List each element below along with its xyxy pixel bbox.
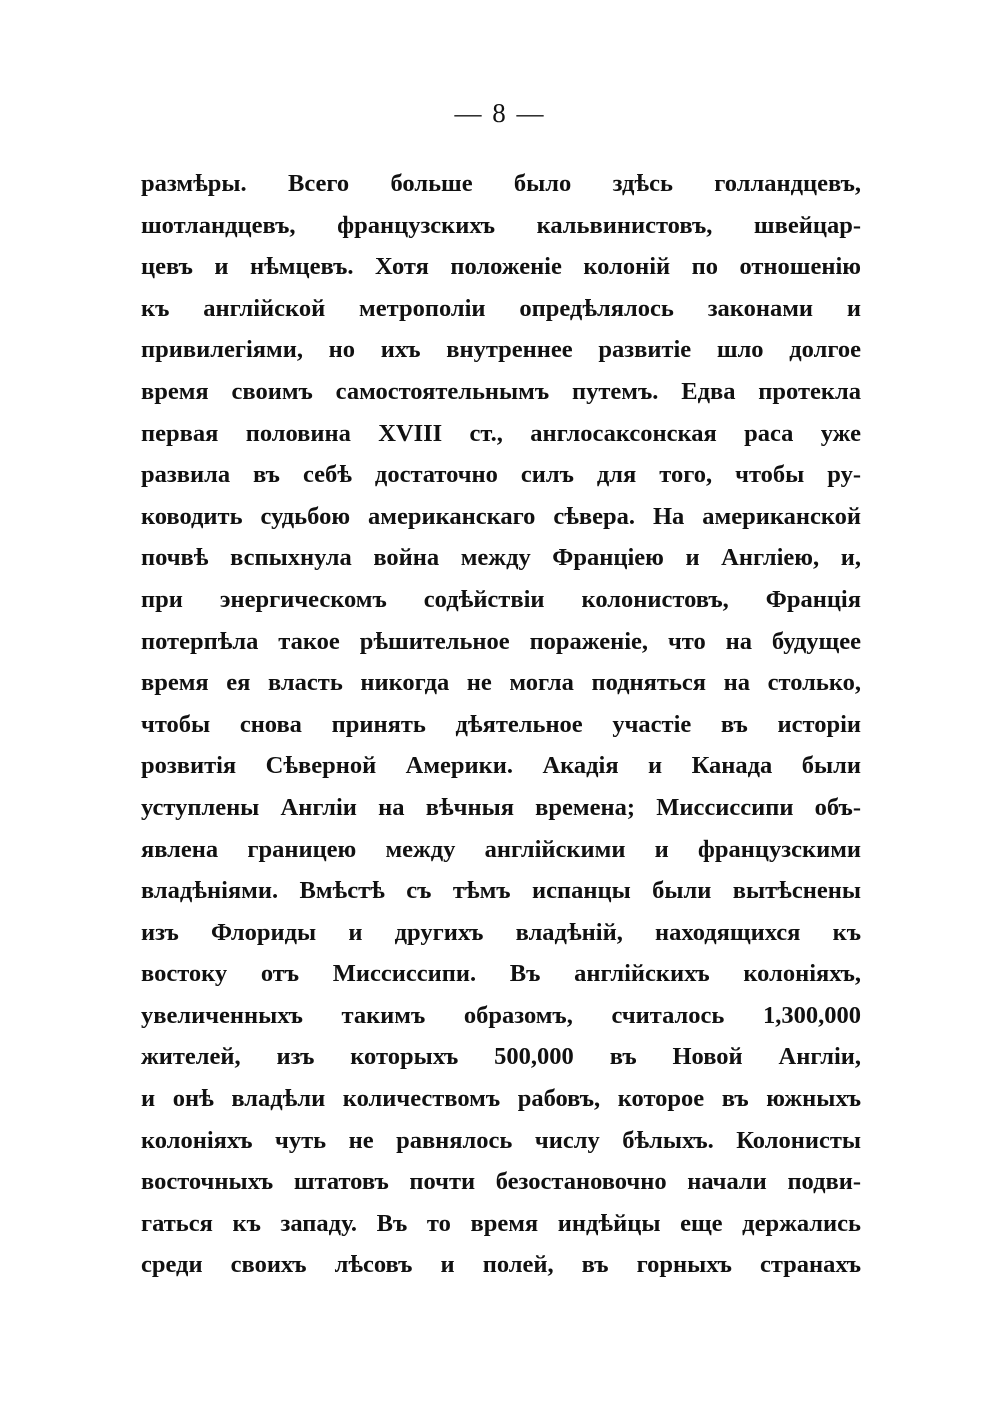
- text-line: изъ Флориды и другихъ владѣній, находящихся къ: [141, 918, 861, 946]
- text-line: развила въ себѣ достаточно силъ для того, чтобы ру-: [141, 461, 861, 489]
- text-line: восточныхъ штатовъ почти безостановочно начали подви-: [141, 1168, 861, 1196]
- text-line: жителей, изъ которыхъ 500,000 въ Новой Англіи,: [141, 1043, 861, 1071]
- text-line: цевъ и нѣмцевъ. Хотя положеніе колоній по отношенію: [141, 253, 861, 281]
- text-line: время ея власть никогда не могла подняться на столько,: [141, 669, 861, 697]
- page-number: — 8 —: [454, 98, 546, 128]
- text-line: ководить судьбою американскаго сѣвера. На американской: [141, 502, 861, 530]
- text-line: чтобы снова принять дѣятельное участіе въ исторіи: [141, 710, 861, 738]
- text-line: потерпѣла такое рѣшительное пораженіе, что на будущее: [141, 627, 861, 655]
- text-line: уступлены Англіи на вѣчныя времена; Миссиссипи объ-: [141, 793, 861, 821]
- text-line: увеличенныхъ такимъ образомъ, считалось 1,300,000: [141, 1001, 861, 1029]
- text-line: и онѣ владѣли количествомъ рабовъ, которое въ южныхъ: [141, 1085, 861, 1113]
- text-line: къ англійской метрополіи опредѣлялось законами и: [141, 294, 861, 322]
- text-line: востоку отъ Миссиссипи. Въ англійскихъ колоніяхъ,: [141, 960, 861, 988]
- text-line: гаться къ западу. Въ то время индѣйцы еще держались: [141, 1209, 861, 1237]
- text-line: среди своихъ лѣсовъ и полей, въ горныхъ странахъ: [141, 1251, 861, 1279]
- text-line: владѣніями. Вмѣстѣ съ тѣмъ испанцы были вытѣснены: [141, 877, 861, 905]
- text-line: время своимъ самостоятельнымъ путемъ. Едва протекла: [141, 377, 861, 405]
- text-line: розвитія Сѣверной Америки. Акадія и Канада были: [141, 752, 861, 780]
- text-line: явлена границею между англійскими и французскими: [141, 835, 861, 863]
- text-line: почвѣ вспыхнула война между Франціею и Англіею, и,: [141, 544, 861, 572]
- body-text: [141, 163, 861, 1286]
- text-line: размѣры. Всего больше было здѣсь голландцевъ,: [141, 170, 861, 197]
- text-line: шотландцевъ, французскихъ кальвинистовъ, швейцар-: [141, 211, 861, 239]
- text-line: колоніяхъ чуть не равнялось числу бѣлыхъ. Колонисты: [141, 1126, 861, 1154]
- text-line: первая половина XVIII ст., англосаксонская раса уже: [141, 419, 861, 447]
- text-line: привилегіями, но ихъ внутреннее развитіе шло долгое: [141, 336, 861, 364]
- text-line: при энергическомъ содѣйствіи колонистовъ, Франція: [141, 585, 861, 613]
